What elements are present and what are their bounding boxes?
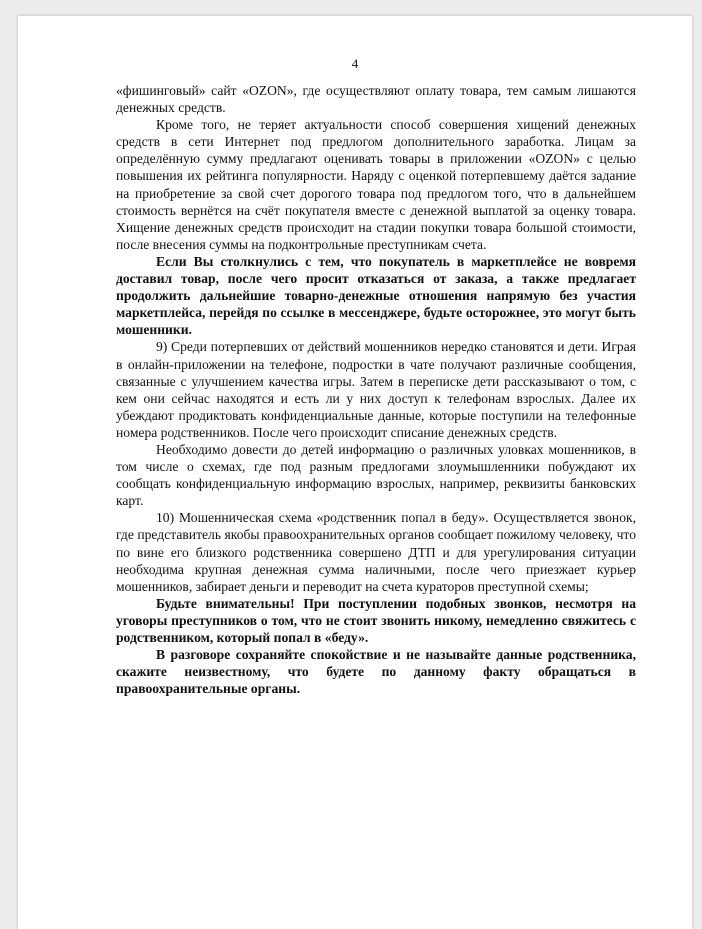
- paragraph-marketplace-warning: Если Вы столкнулись с тем, что покупатель в маркетплейсе не вовремя доставил товар, после чего просит отказаться от заказа, а также предлагает продолжить дальнейшие товарно-денежные отношения напрямую без участия маркетплейса, перейдя по ссылке в мессенджере, будьте осторожнее, это могут быть мошенники.: [116, 253, 636, 338]
- paragraph-relative-in-trouble: 10) Мошенническая схема «родственник попал в беду». Осуществляется звонок, где представитель якобы правоохранительных органов сообщает пожилому человеку, что по вине его близкого родственника совершено ДТП и для урегулирования ситуации необходима крупная денежная сумма наличными, после чего приезжает курьер мошенников, забирает деньги и переводит на счета кураторов преступной схемы;: [116, 510, 636, 594]
- paragraph-be-attentive-warning: Будьте внимательны! При поступлении подобных звонков, несмотря на уговоры преступников о том, что не стоит звонить никому, немедленно свяжитесь с родственником, который попал в «беду».: [116, 595, 636, 645]
- paragraph-extra-earnings-scheme: Кроме того, не теряет актуальности способ совершения хищений денежных средств в сети Интернет под предлогом дополнительного заработка. Лицам за определённую сумму предлагают оценивать товары в приложении «OZON» с целью повышения их рейтинга популярности. Наряду с оценкой потерпевшему даётся задание на приобретение за свой счет дорогого товара под предлогом того, что в дальнейшем стоимость вернётся на счёт покупателя вместе с денежной выплатой за оценку товара. Хищение денежных средств происходит на стадии покупки товара большой стоимости, после внесения суммы на подконтрольные преступникам счета.: [116, 117, 636, 252]
- paragraph-stay-calm-warning: В разговоре сохраняйте спокойствие и не называйте данные родственника, скажите неизвестному, что будете по данному факту обращаться в правоохранительные органы.: [116, 647, 636, 697]
- document-body: [116, 82, 636, 697]
- paragraph-inform-children: Необходимо довести до детей информацию о различных уловках мошенников, в том числе о схемах, где под разным предлогами злоумышленники побуждают их сообщать конфиденциальную информацию взрослых, например, реквизиты банковских карт.: [116, 441, 636, 509]
- document-page: [18, 16, 692, 929]
- page-number: 4: [351, 56, 359, 71]
- paragraph-children-victims: 9) Среди потерпевших от действий мошенников нередко становятся и дети. Играя в онлайн-приложении на телефоне, подростки в чате получают различные сообщения, связанные с улучшением качества игры. Затем в переписке дети рассказывают о том, с кем они сейчас находятся и есть ли у них доступ к телефонам взрослых. Далее их убеждают продиктовать конфиденциальные данные, которые поступили на телефонные номера родственников. После чего происходит списание денежных средств.: [116, 339, 636, 440]
- paragraph-phishing-continuation: «фишинговый» сайт «OZON», где осуществляют оплату товара, тем самым лишаются денежных средств.: [116, 83, 636, 116]
